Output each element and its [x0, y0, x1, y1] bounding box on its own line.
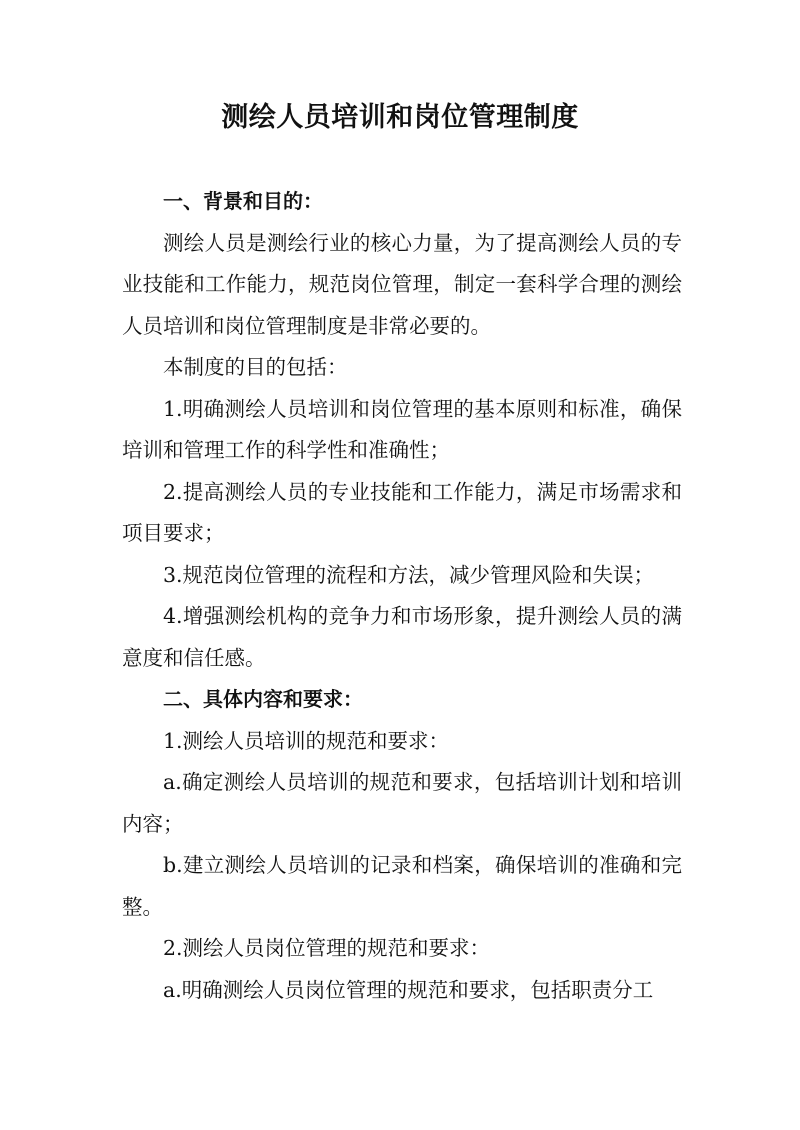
paragraph-intro: 测绘人员是测绘行业的核心力量，为了提高测绘人员的专业技能和工作能力，规范岗位管理，制定一套科学合理的测绘人员培训和岗位管理制度是非常必要的。 — [122, 230, 682, 338]
list-item-purpose-4: 4.增强测绘机构的竞争力和市场形象，提升测绘人员的满意度和信任感。 — [122, 604, 682, 670]
list-item-training-b: b.建立测绘人员培训的记录和档案，确保培训的准确和完整。 — [122, 853, 682, 919]
list-item-training-a: a.确定测绘人员培训的规范和要求，包括培训计划和培训内容； — [122, 770, 682, 836]
document-body — [122, 181, 682, 1011]
paragraph-purpose-lead: 本制度的目的包括： — [163, 355, 348, 379]
section-heading-background: 一、背景和目的： — [163, 189, 323, 213]
list-item-training-heading: 1.测绘人员培训的规范和要求： — [163, 728, 450, 753]
list-item-post-heading: 2.测绘人员岗位管理的规范和要求： — [163, 936, 491, 960]
list-item-purpose-2: 2.提高测绘人员的专业技能和工作能力，满足市场需求和项目要求； — [122, 479, 682, 545]
list-item-purpose-1: 1.明确测绘人员培训和岗位管理的基本原则和标准，确保培训和管理工作的科学性和准确性； — [122, 396, 682, 462]
list-item-post-a: a.明确测绘人员岗位管理的规范和要求，包括职责分工 — [163, 977, 654, 1002]
section-heading-requirements: 二、具体内容和要求： — [163, 687, 363, 711]
document-title: 测绘人员培训和岗位管理制度 — [221, 102, 579, 133]
list-item-purpose-3: 3.规范岗位管理的流程和方法，减少管理风险和失误； — [163, 562, 655, 587]
